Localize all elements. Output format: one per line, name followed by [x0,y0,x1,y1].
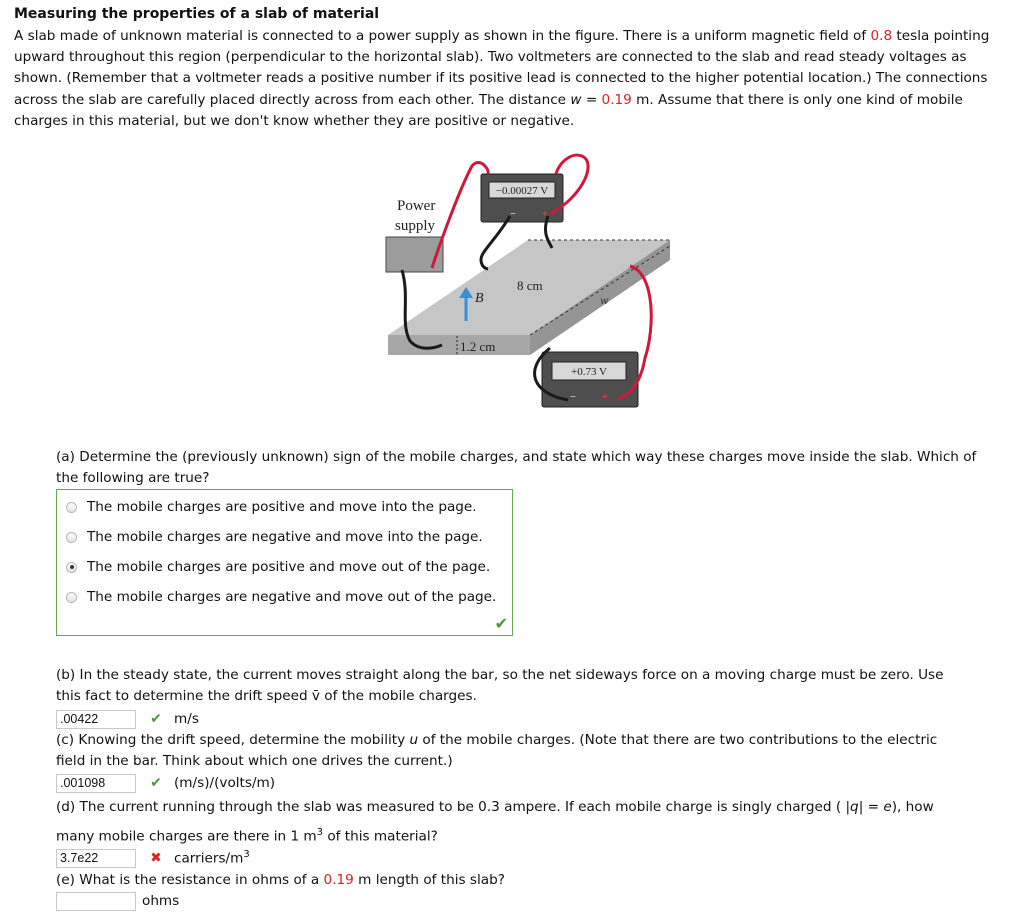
part-a-option-selected[interactable] [66,557,490,577]
problem-intro: A slab made of unknown material is connected to a power supply as shown in the figure. There is a uniform magnetic field of 0.8 tesla pointing upward throughout this region (perpendicular to the horizontal slab). Two voltmeters are connected to the slab and read steady voltages as shown. (Remember that a voltmeter reads a positive number if its positive lead is connected to the higher potential location.) The connections across the slab are carefully placed directly across from each other. The distance w = 0.19 m. Assume that there is only one kind of mobile charges in this material, but we don't know whether they are positive or negative. [14,28,990,129]
part-b-answer-input[interactable]: .00422 [56,710,136,729]
option-label: The mobile charges are negative and move into the page. [87,529,483,545]
part-b-unit: m/s [174,711,199,727]
part-e-unit: ohms [142,893,180,909]
part-a-option[interactable] [66,587,496,607]
v-symbol: v̄ [311,688,320,704]
voltmeter-bottom-minus: − [570,392,576,403]
option-label: The mobile charges are positive and move into the page. [87,499,477,515]
length-label: 8 cm [517,278,543,293]
part-a-question: (a) Determine the (previously unknown) sign of the mobile charges, and state which way these charges move inside the slab. Which of the following are true? [56,449,977,486]
part-e-question: (e) What is the resistance in ohms of a 0.19 m length of this slab? [56,872,505,888]
voltmeter-bottom-plus: + [602,392,608,403]
part-a-option[interactable] [66,527,483,547]
part-d-answer-input[interactable]: 3.7e22 [56,849,136,868]
slab-diagram [380,148,670,418]
part-d-unit: carriers/$m^3$ [174,849,250,867]
voltmeter-top-minus: − [510,209,516,220]
thickness-label: 1.2 cm [460,339,496,354]
voltmeter-top-plus: + [542,209,548,220]
b-field-label: B [475,291,484,306]
radio-button[interactable] [66,502,77,513]
power-label-1: Power [397,198,436,214]
radio-button[interactable] [66,592,77,603]
voltmeter-bottom-reading: +0.73 V [571,366,607,378]
part-a-option[interactable] [66,497,477,517]
part-c-unit: (m/s)/(volts/m) [174,775,276,791]
length-value: 0.19 [323,872,354,888]
incorrect-cross-icon: ✖ [150,850,162,866]
part-c-answer-row [56,773,275,793]
voltmeter-top-reading: −0.00027 V [495,185,549,197]
power-supply-box [386,237,443,272]
part-c-question: (c) Knowing the drift speed, determine the mobility u of the mobile charges. (Note that there are two contributions to the electric field in the bar. Think about which one drives the current.) [56,732,938,769]
radio-button-selected[interactable] [66,562,77,573]
correct-check-icon: ✔ [150,775,162,791]
power-label-2: supply [395,218,436,234]
part-b-answer-row [56,709,199,729]
option-label: The mobile charges are negative and move out of the page. [87,589,497,605]
w-value: 0.19 [601,91,632,108]
part-c-answer-input[interactable]: .001098 [56,774,136,793]
field-value: 0.8 [870,28,893,44]
correct-check-icon: ✔ [150,711,162,727]
part-e-answer-row [56,891,179,911]
part-a-choices [56,489,513,636]
part-d-question: (d) The current running through the slab was measured to be 0.3 ampere. If each mobile charge is singly charged ( |q| = e), how many mobile charges are there in 1 $m^3$ of this material? [56,799,934,845]
radio-button[interactable] [66,532,77,543]
slab-figure [380,148,670,418]
option-label: The mobile charges are positive and move out of the page. [87,559,491,575]
part-d-answer-row [56,848,250,868]
correct-check-icon: ✔ [494,614,508,633]
part-b-question: (b) In the steady state, the current moves straight along the bar, so the net sideways force on a moving charge must be zero. Use this fact to determine the drift speed v̄ of the mobile charges. [56,667,944,704]
problem-title: Measuring the properties of a slab of material [14,6,380,22]
part-e-answer-input[interactable] [56,892,136,911]
w-figure-label: w [600,296,609,307]
